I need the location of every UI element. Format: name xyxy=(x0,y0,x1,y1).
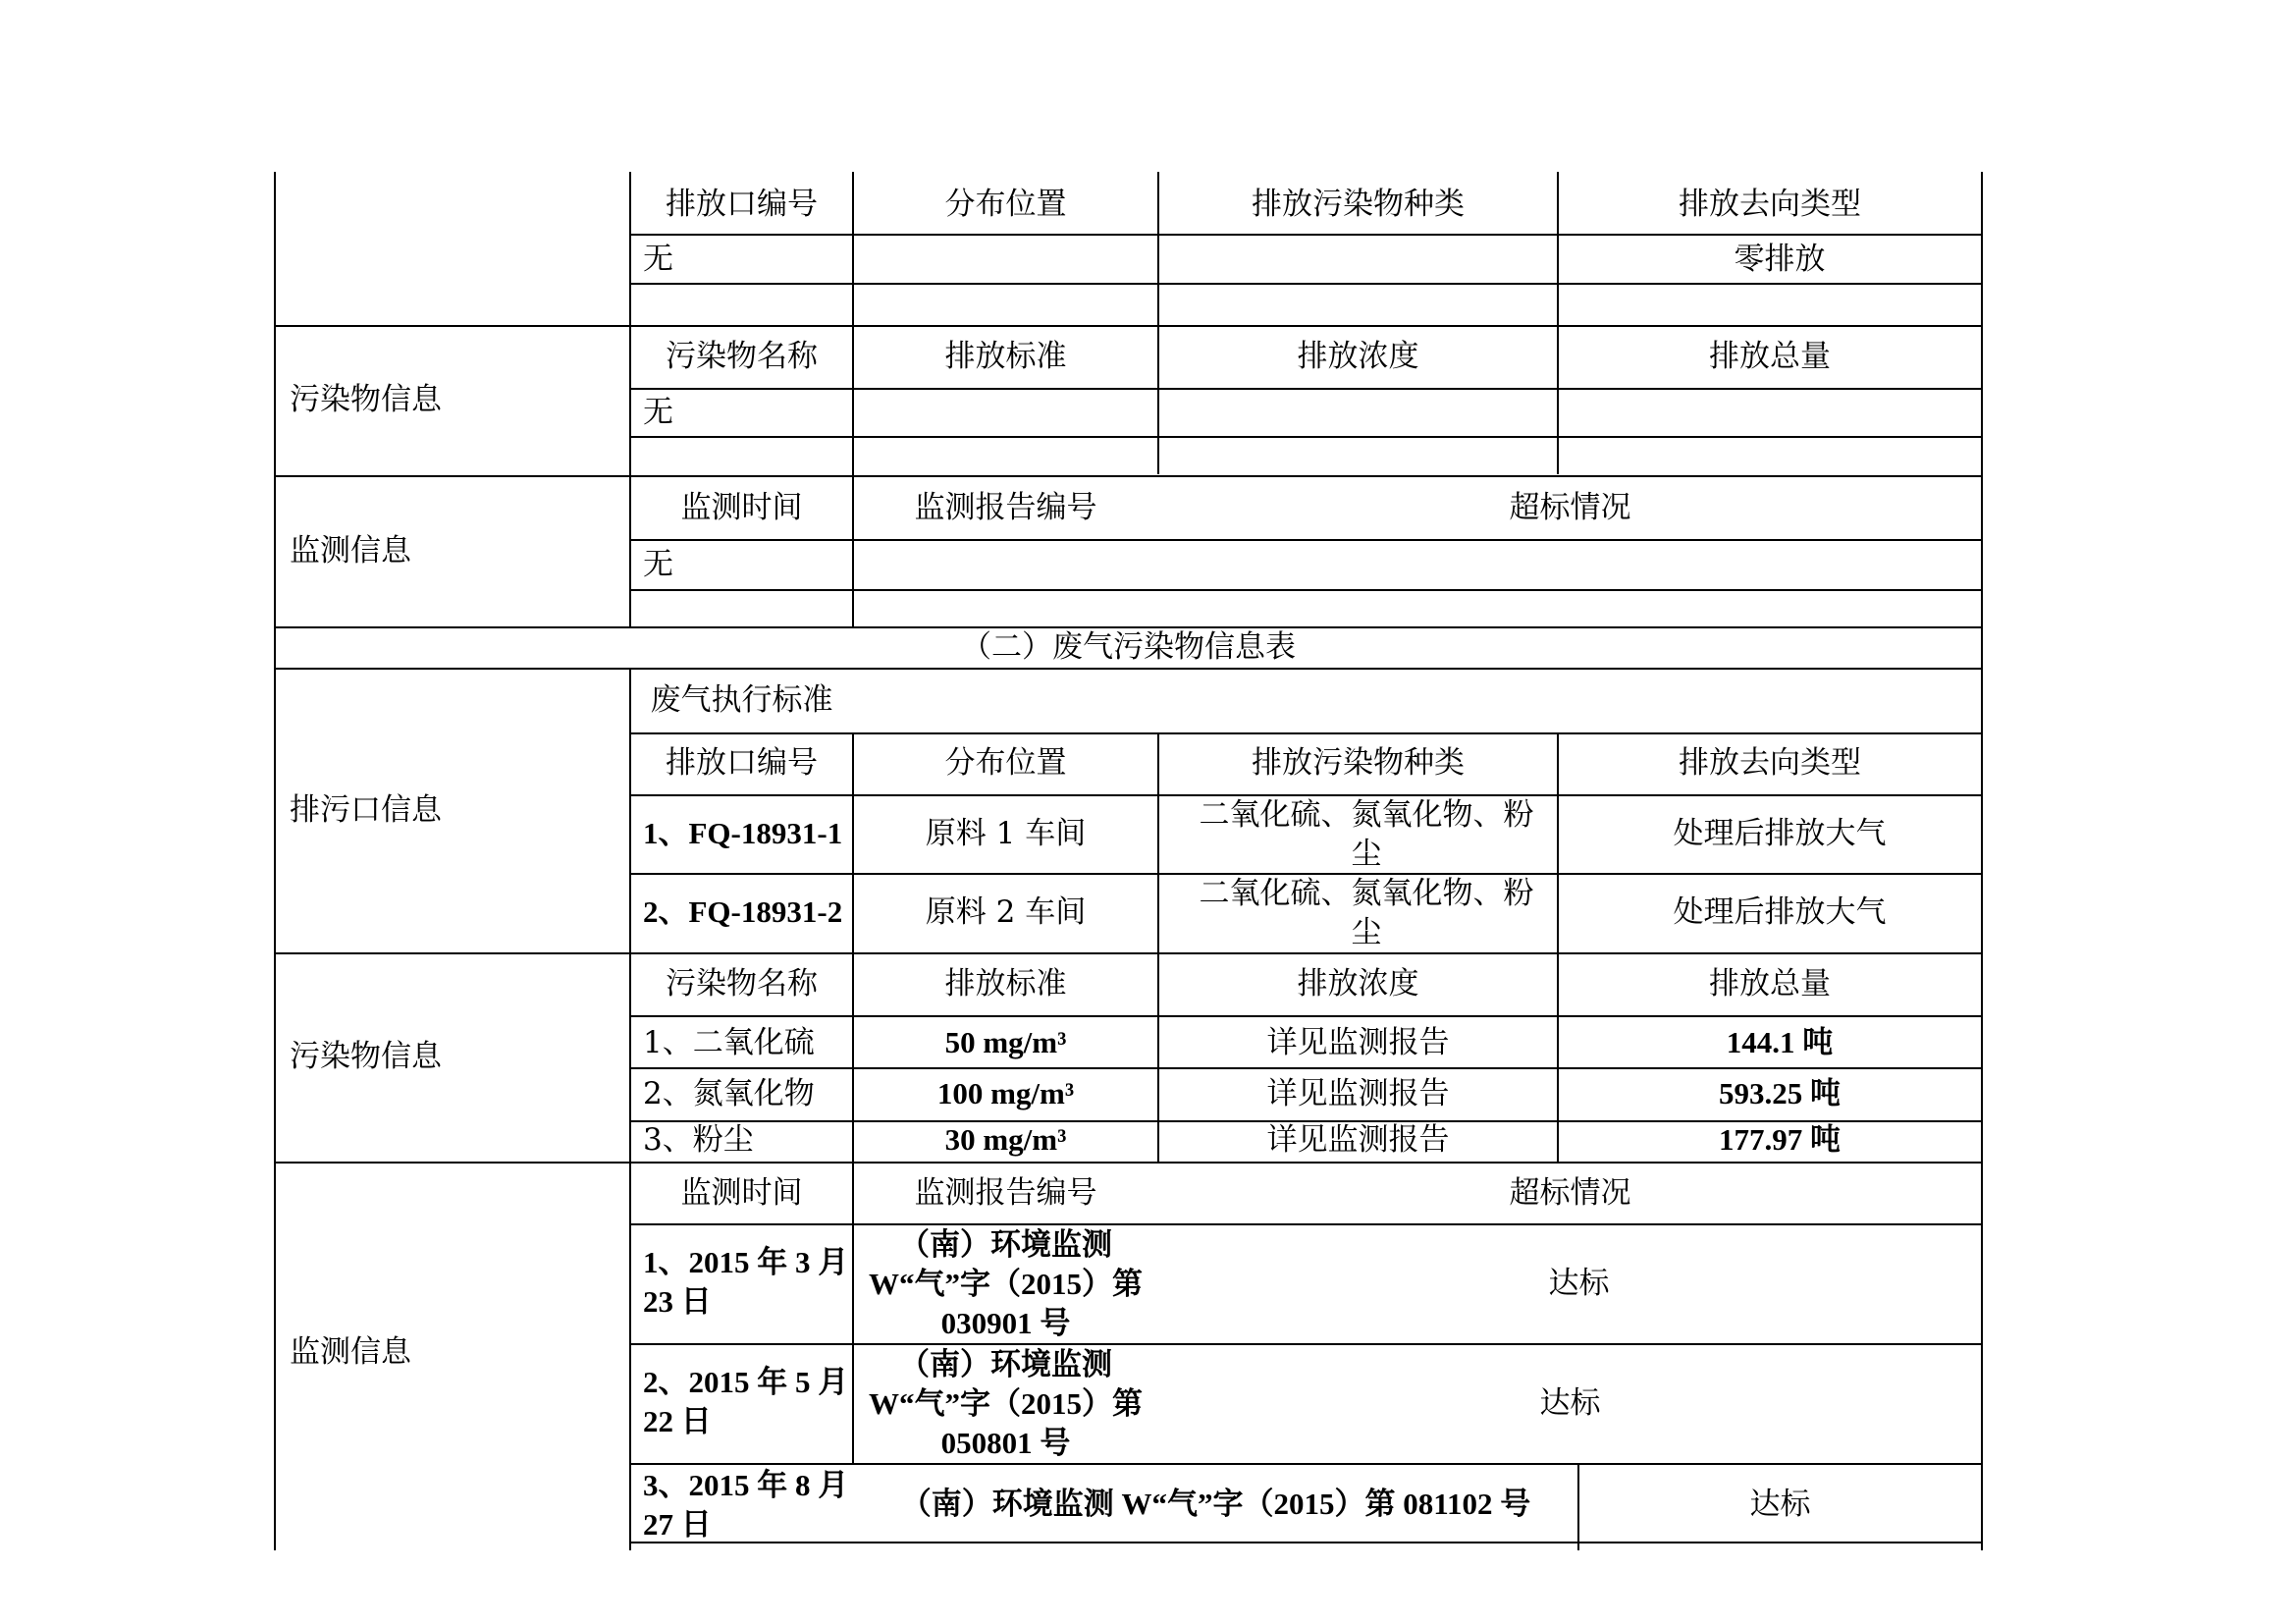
header-exceed-status: 超标情况 xyxy=(1509,490,1631,525)
monitor-report-cell: （南）环境监测 W“气”字（2015）第 050801 号 xyxy=(869,1347,1143,1460)
outlet-pollutants-cell: 二氧化硫、氮氧化物、粉尘 xyxy=(1199,876,1534,950)
monitor-time-cell: 1、2015 年 3 月 23 日 xyxy=(643,1245,849,1319)
row-label-outlet: 排污口信息 xyxy=(290,792,442,828)
pollutant-total-cell: 144.1 吨 xyxy=(1726,1025,1834,1059)
row-label-pollutant: 污染物信息 xyxy=(290,1039,442,1074)
outlet-destination-cell: 处理后排放大气 xyxy=(1673,894,1887,930)
header-concentration: 排放浓度 xyxy=(1297,339,1419,374)
header-location: 分布位置 xyxy=(944,745,1067,781)
monitor-report-cell: （南）环境监测 W“气”字（2015）第 030901 号 xyxy=(869,1227,1143,1340)
pollutant-total-cell: 593.25 吨 xyxy=(1719,1076,1841,1110)
pollutant-standard-cell: 50 mg/m³ xyxy=(944,1025,1067,1059)
header-outlet-id: 排放口编号 xyxy=(666,745,818,781)
monitor-time-cell: 2、2015 年 5 月 22 日 xyxy=(643,1365,849,1438)
header-total: 排放总量 xyxy=(1709,966,1831,1001)
section-title: （二）废气污染物信息表 xyxy=(961,629,1296,665)
header-outlet-id: 排放口编号 xyxy=(666,187,818,222)
header-standard: 排放标准 xyxy=(944,339,1067,374)
row-label-monitor: 监测信息 xyxy=(290,1334,411,1370)
pollutant-name-cell: 无 xyxy=(643,395,673,430)
header-destination: 排放去向类型 xyxy=(1679,187,1861,222)
header-report-no: 监测报告编号 xyxy=(914,1175,1097,1211)
header-monitor-time: 监测时间 xyxy=(680,490,803,525)
outlet-destination-cell: 处理后排放大气 xyxy=(1673,816,1887,851)
monitor-time-cell: 无 xyxy=(643,547,673,582)
pollutant-concentration-cell: 详见监测报告 xyxy=(1266,1076,1450,1111)
monitor-report-cell: （南）环境监测 W“气”字（2015）第 081102 号 xyxy=(900,1487,1531,1521)
pollutant-standard-cell: 100 mg/m³ xyxy=(936,1076,1075,1110)
outlet-id-cell: 2、FQ-18931-2 xyxy=(643,894,843,929)
pollutant-name-cell: 2、氮氧化物 xyxy=(643,1076,815,1111)
header-standard: 排放标准 xyxy=(944,966,1067,1001)
header-pollutant-types: 排放污染物种类 xyxy=(1252,187,1465,222)
pollutant-standard-cell: 30 mg/m³ xyxy=(944,1122,1067,1157)
pollutant-concentration-cell: 详见监测报告 xyxy=(1266,1025,1450,1060)
row-label-monitor: 监测信息 xyxy=(290,533,411,568)
header-concentration: 排放浓度 xyxy=(1297,966,1419,1001)
pollutant-concentration-cell: 详见监测报告 xyxy=(1266,1122,1450,1158)
header-pollutant-name: 污染物名称 xyxy=(666,339,818,374)
row-label-pollutant: 污染物信息 xyxy=(290,382,442,417)
outlet-location-cell: 原料 1 车间 xyxy=(925,816,1087,851)
pollutant-total-cell: 177.97 吨 xyxy=(1719,1122,1841,1157)
header-total: 排放总量 xyxy=(1709,339,1831,374)
standard-label: 废气执行标准 xyxy=(650,682,833,718)
header-pollutant-types: 排放污染物种类 xyxy=(1252,745,1465,781)
pollutant-name-cell: 3、粉尘 xyxy=(643,1122,754,1158)
header-exceed-status: 超标情况 xyxy=(1509,1175,1631,1211)
outlet-id-cell: 无 xyxy=(643,242,673,277)
header-monitor-time: 监测时间 xyxy=(680,1175,803,1211)
header-report-no: 监测报告编号 xyxy=(914,490,1097,525)
outlet-id-cell: 1、FQ-18931-1 xyxy=(643,816,843,850)
monitor-status-cell: 达标 xyxy=(1539,1385,1601,1421)
outlet-destination-cell: 零排放 xyxy=(1734,242,1826,277)
header-pollutant-name: 污染物名称 xyxy=(666,966,818,1001)
header-destination: 排放去向类型 xyxy=(1679,745,1861,781)
monitor-time-cell: 3、2015 年 8 月 27 日 xyxy=(643,1468,849,1542)
monitor-status-cell: 达标 xyxy=(1548,1266,1610,1301)
outlet-pollutants-cell: 二氧化硫、氮氧化物、粉尘 xyxy=(1199,797,1534,872)
header-location: 分布位置 xyxy=(944,187,1067,222)
pollutant-name-cell: 1、二氧化硫 xyxy=(643,1025,815,1060)
monitor-status-cell: 达标 xyxy=(1749,1487,1811,1522)
outlet-location-cell: 原料 2 车间 xyxy=(925,894,1087,930)
